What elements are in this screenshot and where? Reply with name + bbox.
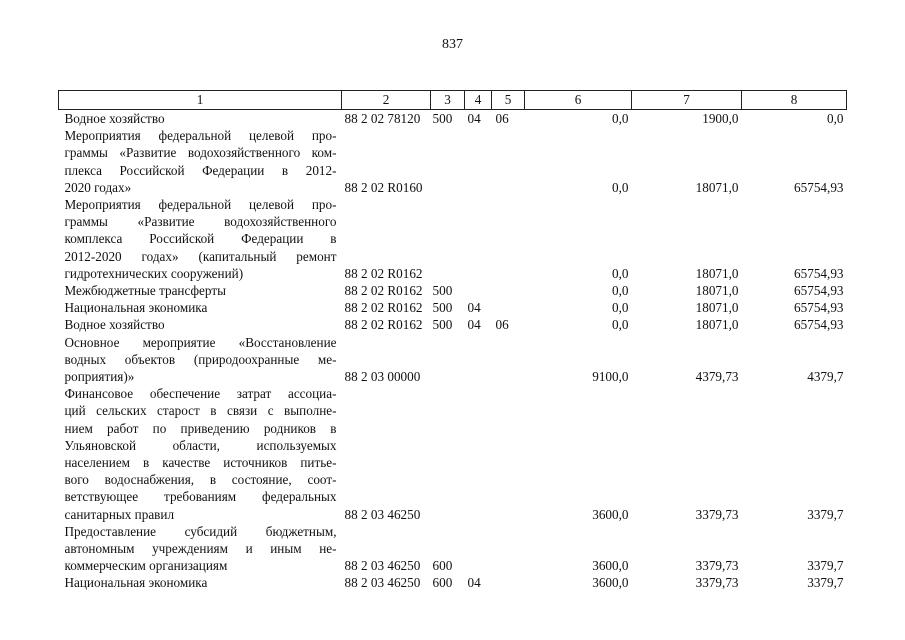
row-value-6: 0,0: [612, 300, 629, 316]
row-name-line: плекса Российской Федерации в 2012-: [64, 162, 337, 178]
row-expense-type: [431, 385, 465, 523]
row-value-6: 0,0: [612, 179, 629, 195]
row-subsection: [492, 282, 525, 299]
table-body: [59, 110, 847, 592]
row-value-6: 3600,0: [592, 575, 629, 591]
row-name-line: ций сельских старост в связи с выполне-: [64, 403, 337, 419]
row-code: 88 2 02 R0162: [344, 283, 423, 299]
row-value-8: 65754,93: [794, 179, 844, 195]
row-name-line: нием работ по приведению родников в: [64, 420, 337, 436]
column-header-3: 3: [431, 91, 465, 110]
row-section: [465, 385, 492, 523]
row-code: 88 2 03 46250: [344, 506, 421, 522]
row-section: [465, 127, 492, 196]
column-header-7: 7: [632, 91, 742, 110]
row-value-8: 65754,93: [794, 317, 844, 333]
column-header-8: 8: [742, 91, 847, 110]
row-name-line: комплекса Российской Федерации в: [64, 231, 337, 247]
row-value-7: 18071,0: [695, 317, 739, 333]
row-value-8: 4379,7: [807, 369, 844, 385]
row-subsection: [492, 127, 525, 196]
row-subsection: [492, 299, 525, 316]
row-expense-type: 600: [432, 575, 453, 591]
row-value-7: 18071,0: [695, 179, 739, 195]
budget-table: [58, 90, 847, 592]
row-name-line: роприятия)»: [64, 369, 135, 385]
table-row: [59, 127, 847, 196]
row-name: [59, 385, 342, 523]
row-name-line: 2020 годах»: [64, 179, 132, 195]
row-value-8: 65754,93: [794, 300, 844, 316]
column-header-5: 5: [492, 91, 525, 110]
row-value-7: 18071,0: [695, 283, 739, 299]
row-name-line: Водное хозяйство: [64, 317, 165, 333]
row-expense-type: 500: [432, 300, 453, 316]
table-row: [59, 574, 847, 591]
column-header-2: 2: [342, 91, 431, 110]
row-name: [59, 196, 342, 282]
row-name: [59, 282, 342, 299]
row-name-line: граммы «Развитие водохозяйственного ком-: [64, 145, 337, 161]
column-header-6: 6: [525, 91, 632, 110]
row-expense-type: [431, 196, 465, 282]
table-row: [59, 282, 847, 299]
row-code: 88 2 03 46250: [344, 575, 421, 591]
row-name-line: Основное мероприятие «Восстановление: [64, 334, 337, 350]
table-row: [59, 196, 847, 282]
row-value-8: 3379,7: [807, 575, 844, 591]
table-row: [59, 299, 847, 316]
row-value-6: 0,0: [612, 111, 629, 126]
table-row: [59, 523, 847, 575]
row-name-line: ветствующее требованиям федеральных: [64, 489, 337, 505]
row-section: 04: [467, 317, 481, 333]
row-value-6: 0,0: [612, 283, 629, 299]
row-code: 88 2 02 R0160: [344, 179, 423, 195]
row-value-8: 3379,7: [807, 558, 844, 574]
row-section: [465, 523, 492, 575]
row-expense-type: [431, 334, 465, 386]
row-name-line: автономным учреждениям и иным не-: [64, 541, 337, 557]
row-value-6: 3600,0: [592, 558, 629, 574]
row-value-8: 3379,7: [807, 506, 844, 522]
table-row: [59, 316, 847, 333]
row-value-7: 1900,0: [702, 111, 739, 126]
row-expense-type: [431, 127, 465, 196]
row-name-line: водных объектов (природоохранные ме-: [64, 351, 337, 367]
row-section: [465, 196, 492, 282]
row-name: [59, 299, 342, 316]
row-value-8: 65754,93: [794, 283, 844, 299]
row-name-line: 2012-2020 годах» (капитальный ремонт: [64, 248, 337, 264]
row-value-7: 3379,73: [695, 506, 739, 522]
row-value-7: 3379,73: [695, 558, 739, 574]
page-number: 837: [442, 37, 463, 52]
row-name-line: вого водоснабжения, в состояние, соот-: [64, 472, 337, 488]
row-name-line: гидротехнических сооружений): [64, 265, 244, 281]
row-value-8: 0,0: [827, 111, 844, 126]
row-section: 04: [467, 300, 481, 316]
row-name: [59, 574, 342, 591]
row-value-7: 3379,73: [695, 575, 739, 591]
row-value-6: 3600,0: [592, 506, 629, 522]
row-code: 88 2 02 R0162: [344, 300, 423, 316]
row-value-8: 65754,93: [794, 265, 844, 281]
column-header-1: 1: [59, 91, 342, 110]
row-value-7: 4379,73: [695, 369, 739, 385]
row-code: 88 2 03 46250: [344, 558, 421, 574]
row-code: 88 2 02 R0162: [344, 265, 423, 281]
row-name-line: Ульяновской области, используемых: [64, 437, 337, 453]
row-subsection: [492, 385, 525, 523]
row-subsection: 06: [495, 111, 509, 126]
row-subsection: [492, 523, 525, 575]
row-name-line: коммерческим организациям: [64, 558, 228, 574]
row-expense-type: 500: [432, 111, 453, 126]
row-name-line: Предоставление субсидий бюджетным,: [64, 523, 337, 539]
row-subsection: [492, 334, 525, 386]
table-row: [59, 334, 847, 386]
row-section: [465, 334, 492, 386]
row-name-line: Межбюджетные трансферты: [64, 283, 226, 299]
table-row: [59, 385, 847, 523]
row-expense-type: 600: [432, 558, 453, 574]
row-subsection: [492, 196, 525, 282]
row-name: [59, 334, 342, 386]
row-name-line: Национальная экономика: [64, 575, 208, 591]
row-expense-type: 500: [432, 283, 453, 299]
row-name-line: Мероприятия федеральной целевой про-: [64, 197, 337, 213]
row-name-line: населением в качестве источников питье-: [64, 455, 337, 471]
row-section: [465, 282, 492, 299]
row-name: [59, 523, 342, 575]
row-name-line: Национальная экономика: [64, 300, 208, 316]
row-subsection: 06: [495, 317, 509, 333]
column-header-4: 4: [465, 91, 492, 110]
row-section: 04: [467, 111, 481, 126]
table-row: [59, 110, 847, 128]
row-name-line: Мероприятия федеральной целевой про-: [64, 128, 337, 144]
header-row: [59, 91, 847, 110]
row-value-7: 18071,0: [695, 265, 739, 281]
row-name-line: санитарных правил: [64, 506, 175, 522]
row-name: [59, 110, 342, 128]
row-subsection: [492, 574, 525, 591]
row-name-line: Водное хозяйство: [64, 111, 165, 126]
row-name: [59, 127, 342, 196]
row-value-7: 18071,0: [695, 300, 739, 316]
row-section: 04: [467, 575, 481, 591]
row-value-6: 0,0: [612, 317, 629, 333]
row-name: [59, 316, 342, 333]
row-code: 88 2 02 78120: [344, 111, 421, 126]
row-value-6: 0,0: [612, 265, 629, 281]
row-code: 88 2 03 00000: [344, 369, 421, 385]
row-name-line: граммы «Развитие водохозяйственного: [64, 214, 337, 230]
row-name-line: Финансовое обеспечение затрат ассоциа-: [64, 386, 337, 402]
row-value-6: 9100,0: [592, 369, 629, 385]
row-code: 88 2 02 R0162: [344, 317, 423, 333]
row-expense-type: 500: [432, 317, 453, 333]
